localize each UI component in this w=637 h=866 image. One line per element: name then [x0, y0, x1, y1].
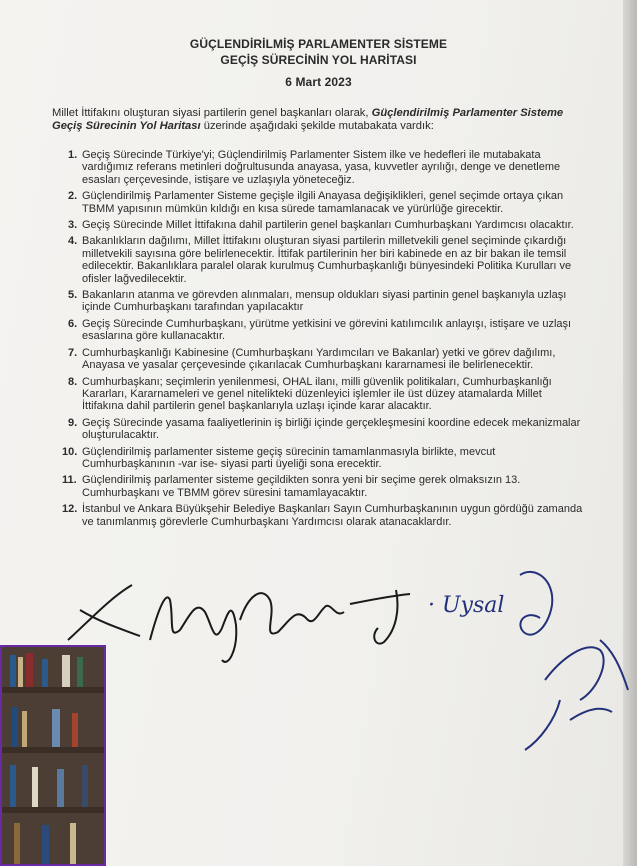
- item-number: 10.: [62, 445, 78, 458]
- item-text: Bakanların atanma ve görevden alınmaları, mensup oldukları siyasi partinin genel başkanıyla uzlaşı içinde Cumhurbaşkanı tarafından yapılacaktır: [82, 289, 567, 314]
- item-text: İstanbul ve Ankara Büyükşehir Belediye Başkanları Sayın Cumhurbaşkanının uygun gördüğü zamanda ve tanımlanmış görevlerle Cumhurbaşkanı Yardımcısı olarak atanacaklardır.: [82, 503, 583, 528]
- item-number: 7.: [68, 346, 78, 359]
- list-item: [52, 503, 584, 528]
- item-text: Bakanlıkların dağılımı, Millet İttifakını oluşturan siyasi partilerin milletvekili genel seçiminde çıkardığı milletvekili sayısına göre belirlenecektir. İttifak partilerinin her biri kabinede en az bir bakan ile temsil edilecektir. Bakanlıklara paralel olarak kurulmuş Cumhurbaşkanlığı bünyesindeki Politika Kurulları ve ofisler lağvedilecektir.: [82, 235, 572, 285]
- list-item: [52, 347, 584, 372]
- list-item: [52, 446, 584, 471]
- page-edge: [623, 0, 637, 866]
- intro-prefix: Millet İttifakını oluşturan siyasi partilerin genel başkanları olarak,: [52, 107, 369, 119]
- list-item: [52, 235, 584, 285]
- list-item: [52, 190, 584, 215]
- signature-4: [350, 590, 410, 644]
- item-text: Geçiş Sürecinde yasama faaliyetlerinin iş birliği içinde gerçekleşmesini koordine edecek mekanizmalar oluşturulacaktır.: [82, 416, 581, 442]
- item-text: Cumhurbaşkanı; seçimlerin yenilenmesi, OHAL ilanı, milli güvenlik politikaları, Cumhurbaşkanlığı Kararları, Kararnameleri ve genel nitelikteki düzenleyici işlemler ile üst düzey atamalarda Millet İttifakına dahil partilerin genel başkanlarıyla uzlaşı içinde karar alacaktır.: [82, 375, 552, 413]
- item-number: 12.: [62, 503, 78, 516]
- intro-suffix: üzerinde aşağıdaki şekilde mutabakata vardık:: [203, 120, 434, 132]
- intro-emphasis: Güçlendirilmiş Parlamenter Sisteme Geçiş Sürecinin Yol Haritası: [52, 107, 564, 132]
- signature-3: [240, 593, 344, 633]
- item-text: Güçlendirilmiş parlamenter sisteme geçildikten sonra yeni bir seçime gerek olmaksızın 13. Cumhurbaşkanı ve TBMM görev süresini tamamlayacaktır.: [82, 474, 521, 499]
- signature-1: [68, 585, 140, 640]
- list-item: [52, 219, 584, 231]
- agreement-list: [52, 149, 584, 532]
- list-item: [52, 417, 584, 442]
- signature-7: [525, 640, 628, 750]
- signature-2: [150, 597, 236, 662]
- item-text: Cumhurbaşkanlığı Kabinesine (Cumhurbaşkanı Yardımcıları ve Bakanlar) yetki ve görev dağılımı, Anayasa ve yasalar çerçevesinde çıkarılacak Cumhurbaşkanı kararnamesi ile belirlenecektir.: [82, 346, 556, 372]
- item-number: 11.: [62, 474, 77, 487]
- list-item: [52, 149, 584, 186]
- item-number: 5.: [68, 289, 78, 302]
- bookshelf-image: [2, 647, 104, 864]
- item-number: 8.: [68, 375, 78, 388]
- item-text: Geçiş Sürecinde Millet İttifakına dahil partilerin genel başkanları Cumhurbaşkanı Yardımcısı olacaktır.: [82, 219, 574, 232]
- item-text: Geçiş Sürecinde Türkiye'yi; Güçlendirilmiş Parlamenter Sistem ilke ve hedefleri ile mutabakata vardığımız referans metinleri doğrultusunda anayasa, yasa, kuvvetler ayrılığı, denge ve denetleme esasları çerçevesinde, istişare ve uzlaşıyla yöneteceğiz.: [82, 149, 561, 186]
- signature-6: [520, 572, 552, 635]
- list-item: [52, 289, 584, 314]
- video-overlay: [0, 645, 106, 866]
- item-text: Güçlendirilmiş parlamenter sisteme geçiş sürecinin tamamlanmasıyla birlikte, mevcut Cumhurbaşkanının -var ise- siyasi parti üyeliği sona erecektir.: [82, 445, 496, 470]
- document-title-line1: GÜÇLENDİRİLMİŞ PARLAMENTER SİSTEME: [189, 37, 448, 51]
- list-item: [52, 318, 584, 343]
- document-date: 6 Mart 2023: [285, 75, 352, 89]
- item-number: 2.: [68, 190, 78, 203]
- item-text: Güçlendirilmiş Parlamenter Sisteme geçişle ilgili Anayasa değişiklikleri, genel seçimde ortaya çıkan TBMM yapısının mümkün kıldığı en kısa sürede tamamlanacak ve yürürlüğe girecektir.: [82, 190, 564, 215]
- signature-5: · Uysal: [428, 593, 505, 618]
- item-number: 6.: [68, 317, 78, 330]
- intro-paragraph: [52, 107, 582, 133]
- item-number: 1.: [68, 149, 78, 161]
- item-number: 4.: [68, 235, 78, 248]
- item-number: 3.: [68, 219, 78, 232]
- list-item: [52, 376, 584, 413]
- item-text: Geçiş Sürecinde Cumhurbaşkanı, yürütme yetkisini ve görevini katılımcılık anlayışı, istişare ve uzlaşı esaslarına göre kullanacaktır.: [82, 317, 572, 343]
- document-title-line2: GEÇİŞ SÜRECİNİN YOL HARİTASI: [220, 53, 417, 67]
- item-number: 9.: [68, 416, 78, 429]
- list-item: [52, 474, 584, 499]
